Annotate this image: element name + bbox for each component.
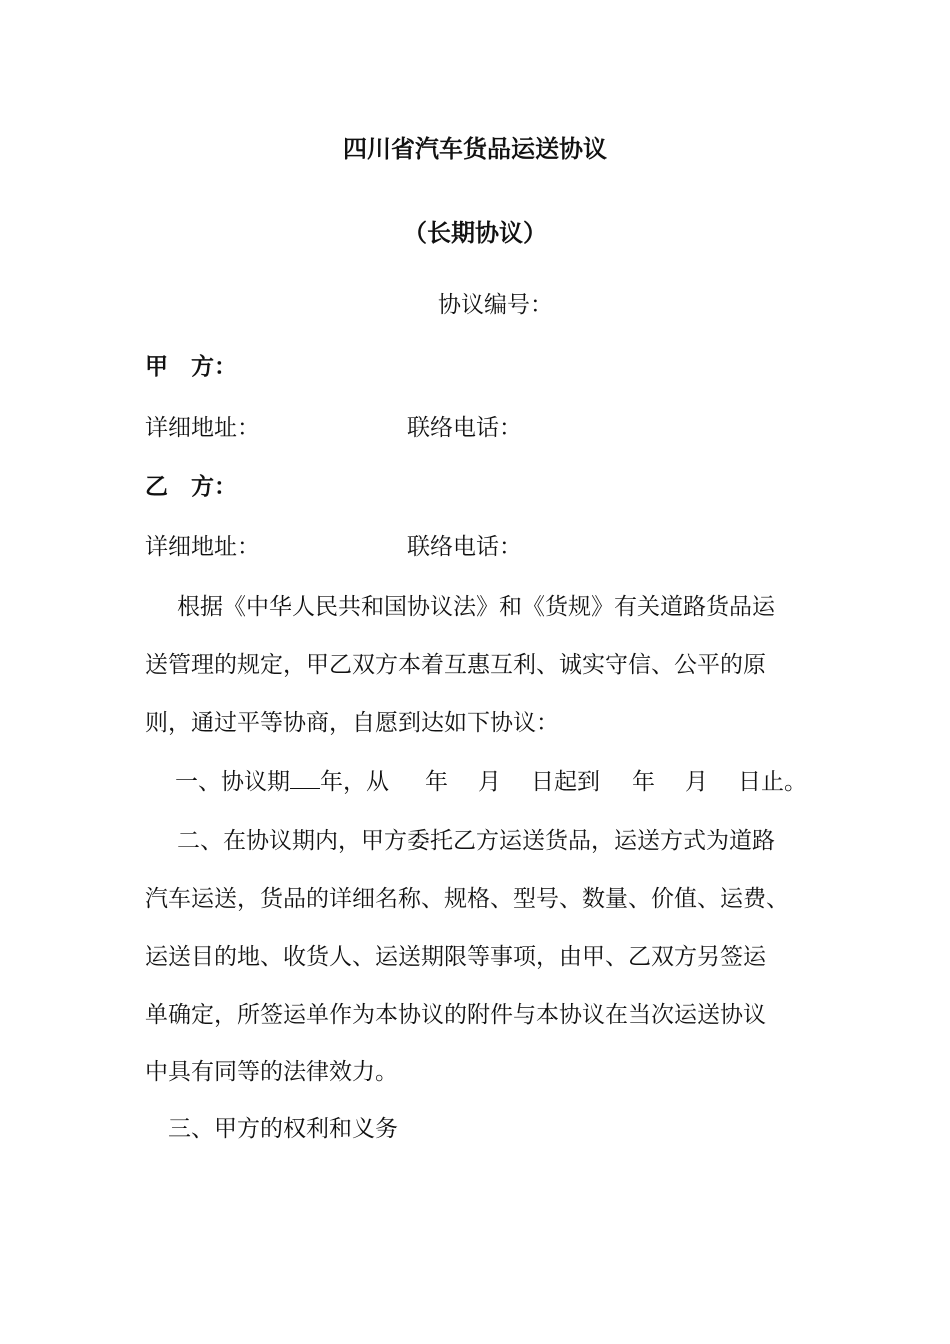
contract-number-label: 协议编号： <box>438 292 553 318</box>
clause-1-day-1: 日起到 <box>531 769 600 795</box>
party-b-address-label: 详细地址： <box>145 534 260 560</box>
clause-2-line-3: 运送目的地、收货人、运送期限等事项，由甲、乙双方另签运 <box>145 944 766 970</box>
clause-1-month-2: 月 <box>685 769 708 795</box>
preamble-line-2: 送管理的规定，甲乙双方本着互惠互利、诚实守信、公平的原 <box>145 652 766 678</box>
clause-2-line-2: 汽车运送，货品的详细名称、规格、型号、数量、价值、运费、 <box>145 886 789 912</box>
clause-2-line-5: 中具有同等的法律效力。 <box>145 1059 398 1085</box>
clause-2-line-4: 单确定，所签运单作为本协议的附件与本协议在当次运送协议 <box>145 1002 766 1028</box>
clause-2-line-1: 二、在协议期内，甲方委托乙方运送货品，运送方式为道路 <box>177 828 775 854</box>
clause-1-year-1: 年 <box>425 769 448 795</box>
preamble-line-3: 则，通过平等协商，自愿到达如下协议： <box>145 710 559 736</box>
clause-1-prefix: 一、协议期 <box>175 769 290 795</box>
party-a-address-label: 详细地址： <box>145 415 260 441</box>
clause-1-day-2: 日止。 <box>738 769 807 795</box>
party-a-phone-label: 联络电话： <box>407 415 522 441</box>
clause-1-year-2: 年 <box>632 769 655 795</box>
clause-1 <box>175 766 807 796</box>
party-b-label: 乙 方： <box>145 473 237 500</box>
party-b-phone-label: 联络电话： <box>407 534 522 560</box>
clause-1-after-blank: 年，从 <box>320 769 389 795</box>
clause-1-month-1: 月 <box>478 769 501 795</box>
preamble-line-1: 根据《中华人民共和国协议法》和《货规》有关道路货品运 <box>177 594 775 620</box>
term-years-blank <box>290 766 320 789</box>
document-title: 四川省汽车货品运送协议 <box>343 134 607 163</box>
document-subtitle: （长期协议） <box>403 218 547 247</box>
party-a-label: 甲 方： <box>145 353 237 380</box>
clause-3-heading: 三、甲方的权利和义务 <box>168 1116 398 1142</box>
